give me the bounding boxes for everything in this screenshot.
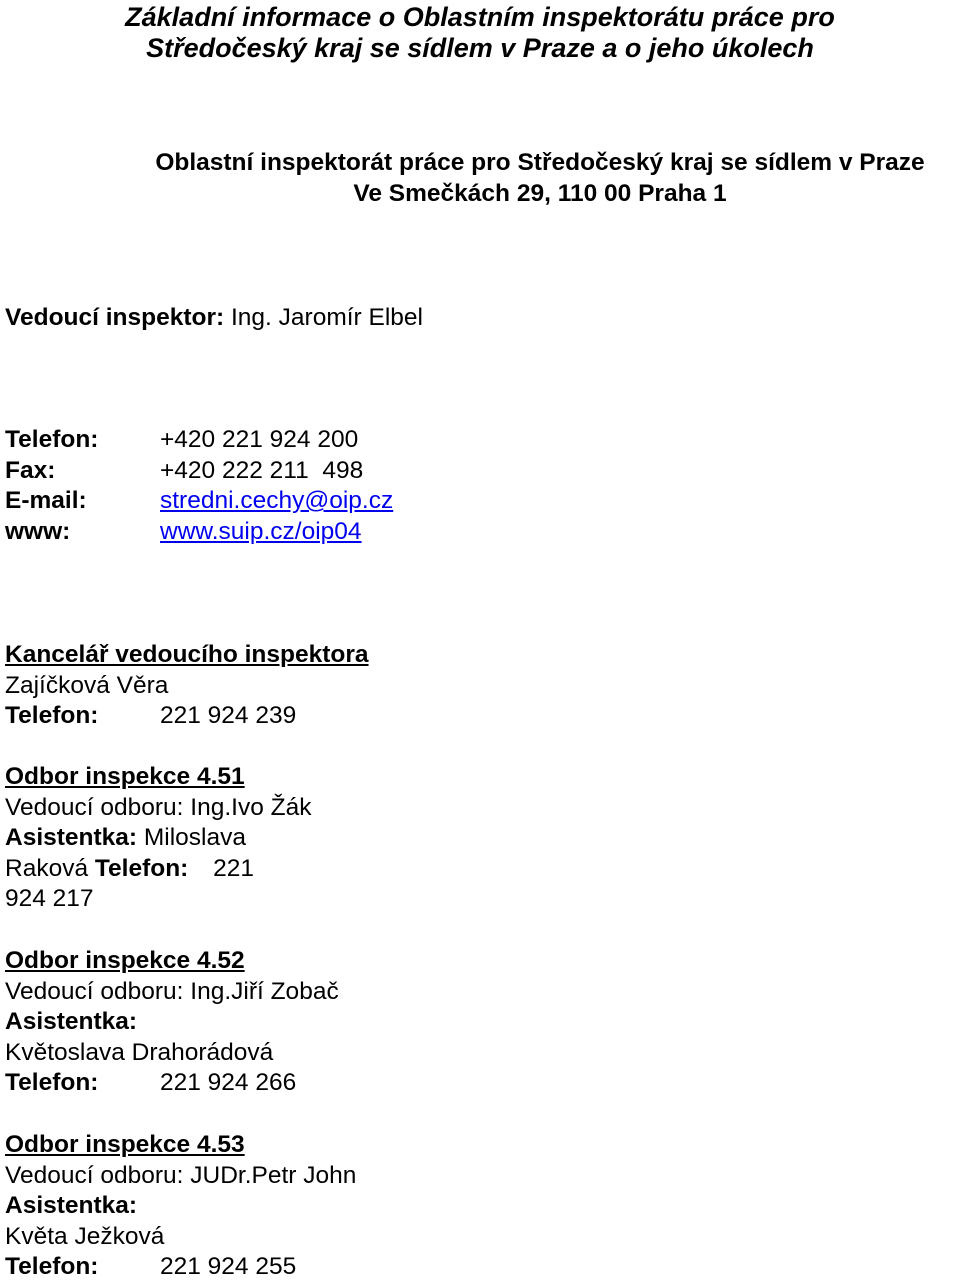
contact-row-phone bbox=[5, 425, 393, 456]
office-section bbox=[5, 640, 369, 732]
head-inspector-name: Ing. Jaromír Elbel bbox=[231, 304, 423, 331]
dept-452-phone-row bbox=[5, 1068, 339, 1099]
address-line-2: Ve Smečkách 29, 110 00 Praha 1 bbox=[353, 179, 727, 207]
contact-value-phone: +420 221 924 200 bbox=[160, 426, 359, 453]
dept-452-phone-value: 221 924 266 bbox=[160, 1069, 297, 1096]
dept-453-assistant-name: Květa Ježková bbox=[5, 1222, 165, 1250]
contact-row-web bbox=[5, 517, 393, 548]
office-phone-row bbox=[5, 701, 369, 732]
dept-452-heading: Odbor inspekce 4.52 bbox=[5, 947, 245, 974]
contact-row-fax bbox=[5, 456, 393, 487]
contact-row-email bbox=[5, 486, 393, 517]
office-phone-value: 221 924 239 bbox=[160, 702, 297, 729]
dept-452-section bbox=[5, 946, 339, 1099]
dept-452-head-label: Vedoucí odboru: bbox=[5, 977, 184, 1005]
dept-451-assistant-line bbox=[5, 823, 311, 854]
dept-452-head-line bbox=[5, 977, 339, 1008]
dept-451-assistant-last: Raková bbox=[5, 854, 89, 882]
contact-label-email: E-mail: bbox=[5, 487, 87, 514]
office-name: Zajíčková Věra bbox=[5, 671, 169, 699]
contact-label-phone: Telefon: bbox=[5, 426, 99, 453]
dept-451-head-label: Vedoucí odboru: bbox=[5, 793, 184, 821]
dept-451-heading: Odbor inspekce 4.51 bbox=[5, 763, 245, 790]
dept-451-section bbox=[5, 762, 311, 915]
document-title bbox=[0, 0, 960, 61]
dept-451-phone-part1: 221 bbox=[213, 854, 255, 882]
contact-table bbox=[5, 425, 393, 547]
dept-453-heading: Odbor inspekce 4.53 bbox=[5, 1131, 245, 1158]
head-inspector-label: Vedoucí inspektor: bbox=[5, 304, 225, 331]
dept-451-assistant-first: Miloslava bbox=[143, 824, 247, 851]
dept-451-phone-part2: 924 217 bbox=[5, 885, 94, 912]
address-line-1: Oblastní inspektorát práce pro Středočeský kraj se sídlem v Praze bbox=[155, 149, 925, 176]
dept-451-assistant-phone-line bbox=[5, 854, 311, 885]
email-link[interactable]: stredni.cechy@oip.cz bbox=[160, 487, 394, 514]
dept-452-assistant-name: Květoslava Drahorádová bbox=[5, 1038, 274, 1066]
dept-451-head-line bbox=[5, 793, 311, 824]
title-line-1: Základní informace o Oblastním inspektorátu práce pro bbox=[125, 2, 835, 32]
inspectorate-address bbox=[0, 147, 960, 208]
website-link[interactable]: www.suip.cz/oip04 bbox=[160, 517, 362, 545]
dept-452-assistant-label: Asistentka: bbox=[5, 1008, 138, 1035]
dept-452-head-name: Ing.Jiří Zobač bbox=[190, 977, 339, 1005]
dept-453-head-label: Vedoucí odboru: bbox=[5, 1161, 184, 1189]
dept-453-head-line bbox=[5, 1161, 356, 1192]
head-inspector bbox=[5, 303, 423, 334]
dept-451-phone-label: Telefon: bbox=[94, 854, 189, 882]
contact-value-fax: +420 222 211 498 bbox=[160, 456, 364, 484]
dept-453-phone-row bbox=[5, 1252, 356, 1283]
dept-453-phone-label: Telefon: bbox=[5, 1253, 99, 1280]
dept-453-assistant-label: Asistentka: bbox=[5, 1192, 138, 1219]
dept-451-head-name: Ing.Ivo Žák bbox=[190, 793, 312, 821]
contact-label-web: www: bbox=[5, 517, 71, 545]
dept-451-assistant-label: Asistentka: bbox=[5, 824, 138, 851]
dept-453-head-name: JUDr.Petr John bbox=[190, 1161, 357, 1189]
office-phone-label: Telefon: bbox=[5, 702, 99, 729]
title-line-2: Středočeský kraj se sídlem v Praze a o jeho úkolech bbox=[146, 32, 814, 63]
contact-label-fax: Fax: bbox=[5, 456, 56, 484]
dept-453-section bbox=[5, 1130, 356, 1283]
office-heading: Kancelář vedoucího inspektora bbox=[5, 641, 369, 668]
dept-452-phone-label: Telefon: bbox=[5, 1069, 99, 1096]
dept-453-phone-value: 221 924 255 bbox=[160, 1253, 297, 1280]
